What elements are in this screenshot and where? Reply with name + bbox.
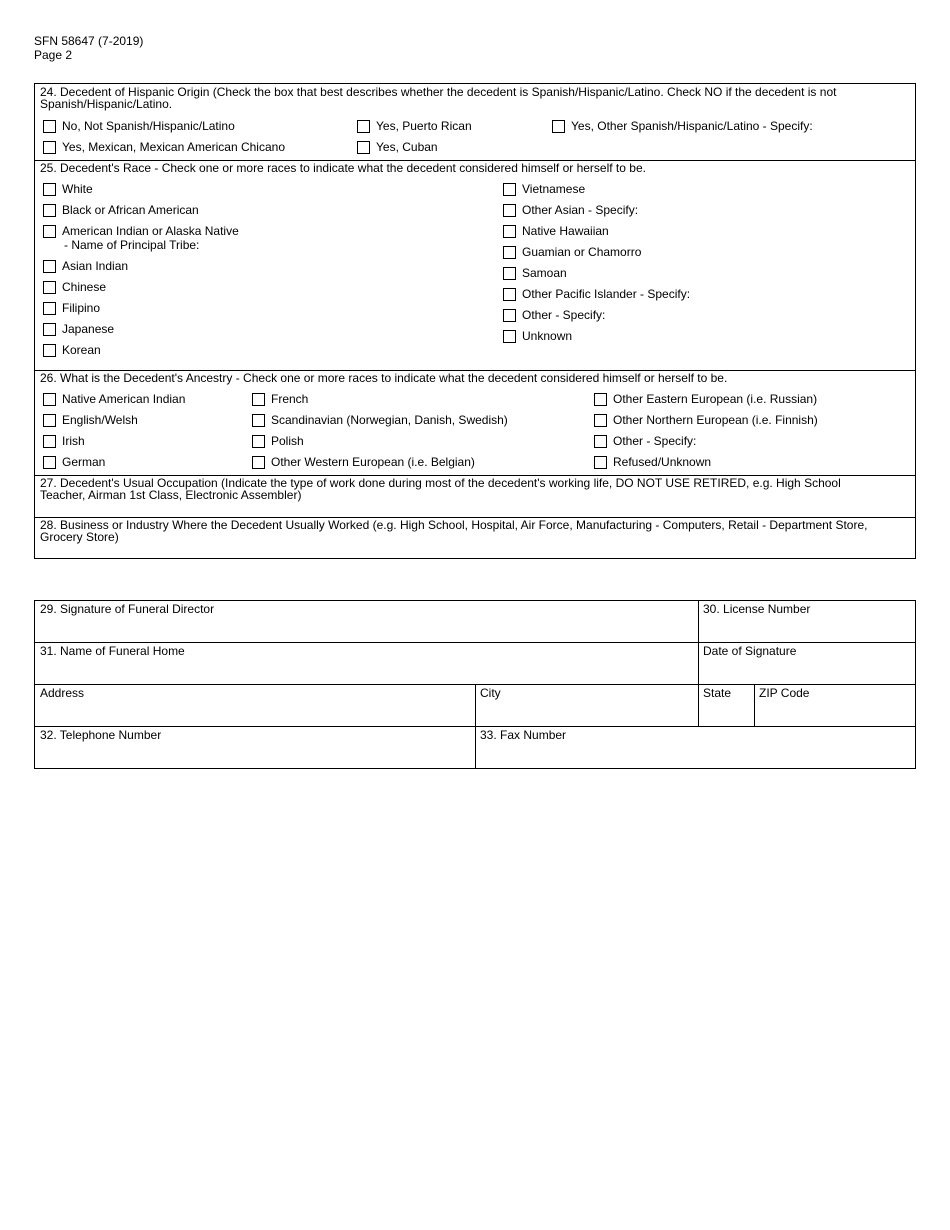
checkbox[interactable]: [252, 456, 265, 469]
race-asian-indian[interactable]: Asian Indian: [43, 258, 128, 274]
signature-input[interactable]: [36, 616, 696, 641]
zip-code-label: ZIP Code: [759, 686, 810, 700]
race-white[interactable]: White: [43, 181, 93, 197]
city-input[interactable]: [477, 700, 696, 725]
race-other-pacific[interactable]: Other Pacific Islander - Specify:: [503, 286, 690, 302]
race-other[interactable]: Other - Specify:: [503, 307, 605, 323]
ancestry-polish[interactable]: Polish: [252, 433, 304, 449]
race-other-asian[interactable]: Other Asian - Specify:: [503, 202, 638, 218]
checkbox[interactable]: [503, 288, 516, 301]
form-header: [34, 34, 143, 62]
checkbox[interactable]: [357, 120, 370, 133]
checkbox[interactable]: [43, 281, 56, 294]
checkbox[interactable]: [252, 414, 265, 427]
race-native-hawaiian[interactable]: Native Hawaiian: [503, 223, 609, 239]
fax-label: 33. Fax Number: [480, 728, 567, 742]
checkbox[interactable]: [252, 393, 265, 406]
checkbox[interactable]: [43, 183, 56, 196]
funeral-home-label: 31. Name of Funeral Home: [40, 644, 185, 658]
divider: [475, 685, 476, 769]
q24-question: 24. Decedent of Hispanic Origin (Check the box that best describes whether the decedent is Spanish/Hispanic/Latino. Check NO if the decedent is not Spanish/Hispanic/Latino.: [40, 85, 837, 111]
state-label: State: [703, 686, 732, 700]
option-mexican[interactable]: Yes, Mexican, Mexican American Chicano: [43, 139, 285, 155]
ancestry-other-eastern-european[interactable]: Other Eastern European (i.e. Russian): [594, 391, 817, 407]
checkbox[interactable]: [594, 456, 607, 469]
page-number: Page 2: [34, 48, 73, 62]
ancestry-other-northern-european[interactable]: Other Northern European (i.e. Finnish): [594, 412, 818, 428]
checkbox[interactable]: [43, 393, 56, 406]
industry-input[interactable]: [35, 546, 915, 558]
principal-tribe-label: - Name of Principal Tribe:: [64, 238, 200, 252]
ancestry-refused-unknown[interactable]: Refused/Unknown: [594, 454, 711, 470]
checkbox[interactable]: [503, 309, 516, 322]
option-cuban[interactable]: Yes, Cuban: [357, 139, 438, 155]
option-puerto-rican[interactable]: Yes, Puerto Rican: [357, 118, 472, 134]
telephone-label: 32. Telephone Number: [40, 728, 162, 742]
checkbox[interactable]: [594, 393, 607, 406]
checkbox[interactable]: [503, 225, 516, 238]
q28-industry-label: 28. Business or Industry Where the Decedent Usually Worked (e.g. High School, Hospital, Air Force, Manufacturing - Computers, Retail - Department Store, Grocery Store): [40, 518, 868, 544]
decedent-info-section: [34, 83, 916, 559]
race-unknown[interactable]: Unknown: [503, 328, 572, 344]
race-american-indian[interactable]: American Indian or Alaska Native: [43, 223, 239, 239]
race-filipino[interactable]: Filipino: [43, 300, 100, 316]
funeral-director-section: [34, 600, 916, 769]
signature-label: 29. Signature of Funeral Director: [40, 602, 215, 616]
fax-input[interactable]: [477, 742, 914, 767]
form-number: SFN 58647 (7-2019): [34, 34, 144, 48]
license-number-label: 30. License Number: [703, 602, 811, 616]
ancestry-other[interactable]: Other - Specify:: [594, 433, 696, 449]
date-of-signature-input[interactable]: [700, 658, 914, 683]
checkbox[interactable]: [594, 414, 607, 427]
state-input[interactable]: [700, 700, 753, 725]
checkbox[interactable]: [503, 330, 516, 343]
checkbox[interactable]: [357, 141, 370, 154]
checkbox[interactable]: [43, 225, 56, 238]
checkbox[interactable]: [43, 414, 56, 427]
divider: [698, 601, 699, 726]
checkbox[interactable]: [594, 435, 607, 448]
license-number-input[interactable]: [700, 616, 914, 641]
q26-question: 26. What is the Decedent's Ancestry - Check one or more races to indicate what the decedent considered himself or herself to be.: [40, 371, 728, 385]
race-black[interactable]: Black or African American: [43, 202, 199, 218]
checkbox[interactable]: [503, 267, 516, 280]
checkbox[interactable]: [552, 120, 565, 133]
ancestry-german[interactable]: German: [43, 454, 105, 470]
race-vietnamese[interactable]: Vietnamese: [503, 181, 585, 197]
checkbox[interactable]: [503, 204, 516, 217]
ancestry-other-western-european[interactable]: Other Western European (i.e. Belgian): [252, 454, 475, 470]
checkbox[interactable]: [43, 456, 56, 469]
checkbox[interactable]: [43, 302, 56, 315]
option-not-hispanic[interactable]: No, Not Spanish/Hispanic/Latino: [43, 118, 235, 134]
checkbox[interactable]: [43, 260, 56, 273]
address-input[interactable]: [36, 700, 473, 725]
option-other-hispanic[interactable]: Yes, Other Spanish/Hispanic/Latino - Specify:: [552, 118, 813, 134]
ancestry-english-welsh[interactable]: English/Welsh: [43, 412, 138, 428]
divider: [754, 685, 755, 726]
race-korean[interactable]: Korean: [43, 342, 101, 358]
checkbox[interactable]: [503, 246, 516, 259]
date-of-signature-label: Date of Signature: [703, 644, 797, 658]
zip-code-input[interactable]: [756, 700, 914, 725]
ancestry-french[interactable]: French: [252, 391, 308, 407]
city-label: City: [480, 686, 501, 700]
race-japanese[interactable]: Japanese: [43, 321, 114, 337]
ancestry-native-american[interactable]: Native American Indian: [43, 391, 185, 407]
checkbox[interactable]: [43, 435, 56, 448]
divider: [35, 642, 915, 643]
race-guamian[interactable]: Guamian or Chamorro: [503, 244, 641, 260]
address-label: Address: [40, 686, 85, 700]
checkbox[interactable]: [43, 204, 56, 217]
funeral-home-input[interactable]: [36, 658, 696, 683]
q25-question: 25. Decedent's Race - Check one or more races to indicate what the decedent considered himself or herself to be.: [40, 161, 646, 175]
q27-occupation-label: 27. Decedent's Usual Occupation (Indicate the type of work done during most of the decedent's working life, DO NOT USE RETIRED, e.g. High School Teacher, Airman 1st Class, Electronic Assembler): [40, 476, 841, 502]
checkbox[interactable]: [252, 435, 265, 448]
race-chinese[interactable]: Chinese: [43, 279, 106, 295]
telephone-input[interactable]: [36, 742, 473, 767]
race-samoan[interactable]: Samoan: [503, 265, 567, 281]
checkbox[interactable]: [43, 344, 56, 357]
ancestry-scandinavian[interactable]: Scandinavian (Norwegian, Danish, Swedish): [252, 412, 508, 428]
checkbox[interactable]: [43, 120, 56, 133]
checkbox[interactable]: [43, 323, 56, 336]
ancestry-irish[interactable]: Irish: [43, 433, 85, 449]
occupation-input[interactable]: [35, 504, 915, 516]
checkbox[interactable]: [43, 141, 56, 154]
checkbox[interactable]: [503, 183, 516, 196]
